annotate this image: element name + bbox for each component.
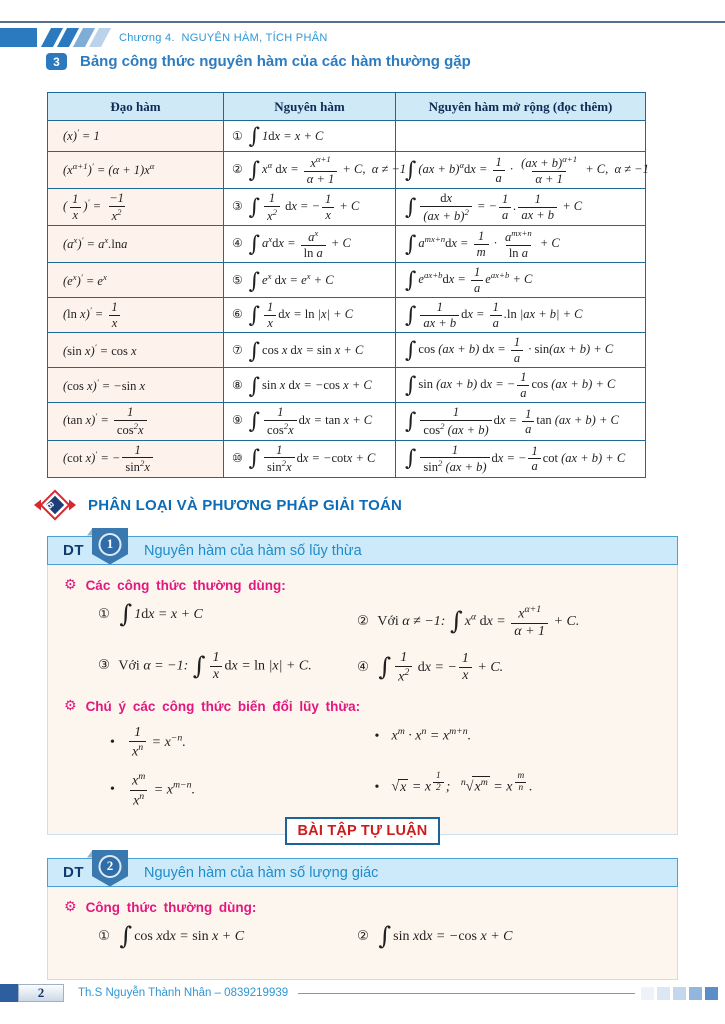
subheading-label: Chú ý các công thức biến đổi lũy thừa: bbox=[85, 698, 361, 714]
column-header-derivative: Đạo hàm bbox=[48, 93, 224, 121]
section-b-badge bbox=[33, 489, 77, 521]
antiderivative-cell bbox=[224, 403, 396, 440]
antiderivative-formula: ④ ∫ $a^xdx$ = $\frac{a^x}{\text{ln a}}$ + C bbox=[232, 228, 351, 260]
derivative-formula: (tan x)′ = $\frac{1}{\cos^2x}$ bbox=[63, 413, 149, 427]
derivative-formula: (cos x)′ = −sin x bbox=[63, 376, 146, 393]
section-title: Bảng công thức nguyên hàm của các hàm thường gặp bbox=[80, 53, 471, 70]
antiderivative-formula: ② ∫ $x^\alpha$ dx = $\frac{x^{\alpha+1}}{\alpha + 1}$ + C, α ≠ −1 bbox=[232, 154, 407, 186]
antiderivative-cell bbox=[224, 440, 396, 477]
gear-icon: ⚙ bbox=[64, 899, 77, 915]
extended-formula: ∫ $\frac{1}{ax + b}$ dx = $\frac{1}{a}$ .ln |ax + b| + C bbox=[405, 300, 583, 330]
derivative-formula: $(e^x)' = e^x$ bbox=[63, 271, 107, 288]
derivative-formula: (sin x)′ = cos x bbox=[63, 341, 137, 358]
footer-author: Th.S Nguyễn Thành Nhân – 0839219939 bbox=[78, 987, 289, 999]
antiderivative-formula: ⑤ ∫ $e^x$ dx = $e^x + C$ bbox=[232, 269, 334, 295]
table-row bbox=[48, 226, 646, 263]
subheading-common-formulas bbox=[64, 899, 661, 915]
table-row bbox=[48, 333, 646, 368]
note-formula: • $\frac{1}{x^n}$ = $x^{-n}$. bbox=[110, 726, 374, 760]
dt-number: 1 bbox=[99, 533, 122, 556]
extended-cell bbox=[396, 368, 646, 403]
section-heading bbox=[46, 53, 471, 70]
extended-cell bbox=[396, 121, 646, 152]
antiderivative-cell bbox=[224, 121, 396, 152]
table-header-row bbox=[48, 93, 646, 121]
extended-cell bbox=[396, 226, 646, 263]
antiderivative-cell bbox=[224, 263, 396, 298]
derivative-cell bbox=[48, 298, 224, 333]
header-stripes bbox=[46, 28, 106, 47]
exercise-banner-wrap bbox=[0, 817, 725, 845]
antiderivative-formula: ③ ∫ $\frac{1}{x^2}$ dx = − $\frac{1}{x}$ + C bbox=[232, 191, 360, 223]
derivative-cell bbox=[48, 226, 224, 263]
derivative-formula: (ln x)′ = $\frac{1}{x}$ bbox=[63, 307, 123, 321]
column-header-extended: Nguyên hàm mở rộng (đọc thêm) bbox=[396, 93, 646, 121]
antiderivative-cell bbox=[224, 298, 396, 333]
notes-grid bbox=[110, 726, 661, 808]
antiderivative-cell bbox=[224, 333, 396, 368]
table-row bbox=[48, 121, 646, 152]
extended-formula: ∫ $a^{mx+n}dx$ = $\frac{1}{m}$ · $a^{mx+n}$ ln a + C bbox=[405, 228, 560, 260]
antiderivative-formula: ⑦ ∫ cos x dx = sin x + C bbox=[232, 338, 364, 364]
extended-cell bbox=[396, 440, 646, 477]
formula: ① ∫ 1dx = x + C bbox=[98, 599, 203, 628]
footer-rule bbox=[298, 993, 635, 994]
dt1-box bbox=[47, 536, 678, 835]
formula: ① ∫ cos xdx = sin x + C bbox=[98, 921, 245, 950]
footer-accent-block bbox=[0, 984, 18, 1002]
section-number-badge: 3 bbox=[46, 53, 67, 70]
derivative-formula: (x)′ = 1 bbox=[63, 126, 100, 144]
derivative-cell bbox=[48, 440, 224, 477]
exercise-banner: BÀI TẬP TỰ LUẬN bbox=[285, 817, 441, 845]
dt1-title: Nguyên hàm của hàm số lũy thừa bbox=[144, 542, 362, 559]
page-footer bbox=[0, 982, 725, 1004]
antiderivative-cell bbox=[224, 189, 396, 226]
formula: ③ Với α = −1: ∫ $\frac{1}{x}$ dx = ln |x| + C. bbox=[98, 649, 312, 682]
extended-formula: ∫ $\frac{dx}{(ax + b)^2}$ = − $\frac{1}{a}$ . $\frac{1}{ax + b}$ + C bbox=[405, 191, 583, 223]
formula: ④ ∫ $\frac{1}{x^2}$ dx = − $\frac{1}{x}$ + C. bbox=[356, 649, 504, 685]
gear-icon: ⚙ bbox=[64, 698, 77, 715]
page-number: 2 bbox=[18, 984, 64, 1002]
antiderivative-formula: ⑥ ∫ $\frac{1}{x}$ dx = ln |x| + C bbox=[232, 300, 354, 330]
dt1-header bbox=[47, 536, 678, 565]
section-b-heading bbox=[33, 489, 402, 521]
dt2-header bbox=[47, 858, 678, 887]
extended-cell bbox=[396, 298, 646, 333]
extended-cell bbox=[396, 263, 646, 298]
antiderivative-cell bbox=[224, 368, 396, 403]
table-row bbox=[48, 263, 646, 298]
dt2-box bbox=[47, 858, 678, 980]
derivative-formula: ( $\frac{1}{x}$ )′ = $\frac{-1}{x^2}$ bbox=[63, 191, 124, 223]
chapter-header bbox=[0, 28, 328, 47]
extended-cell bbox=[396, 403, 646, 440]
formula: ② Với α ≠ −1: ∫ $x^\alpha$ dx = $\frac{x^{\alpha+1}}{\alpha + 1}$ + C. bbox=[356, 604, 580, 639]
extended-formula: ∫ sin (ax + b) dx = − $\frac{1}{a}$ cos (ax + b) + C bbox=[405, 370, 616, 400]
table-row bbox=[48, 403, 646, 440]
table-row bbox=[48, 189, 646, 226]
note-formula: • $x^m \cdot x^n = x^{m+n}$. bbox=[374, 726, 661, 760]
section-b-title: PHÂN LOẠI VÀ PHƯƠNG PHÁP GIẢI TOÁN bbox=[88, 496, 403, 514]
formula-grid bbox=[98, 599, 661, 685]
antiderivative-cell bbox=[224, 152, 407, 189]
extended-formula: ∫ $\frac{1}{\cos^2 (ax + b)}$ dx = $\frac{1}{a}$ tan (ax + b) + C bbox=[405, 405, 619, 438]
antiderivative-formula: ⑧ ∫ sin x dx = −cos x + C bbox=[232, 373, 372, 399]
dt-label: DT bbox=[63, 542, 84, 559]
table-row bbox=[48, 440, 646, 477]
extended-formula: ∫ $\frac{1}{\sin^2 (ax + b)}$ dx = − $\frac{1}{a}$ cot (ax + b) + C bbox=[405, 442, 626, 475]
subheading-common-formulas bbox=[64, 577, 661, 593]
gear-icon: ⚙ bbox=[64, 577, 77, 593]
extended-cell bbox=[396, 152, 649, 189]
derivative-cell bbox=[48, 368, 224, 403]
antiderivative-cell bbox=[224, 226, 396, 263]
derivative-cell bbox=[48, 189, 224, 226]
subheading-power-rules bbox=[64, 698, 661, 714]
antiderivative-table bbox=[47, 92, 649, 478]
subheading-label: Các công thức thường dùng: bbox=[85, 577, 286, 593]
table-row bbox=[48, 298, 646, 333]
footer-squares bbox=[641, 987, 718, 1000]
dt2-title: Nguyên hàm của hàm số lượng giác bbox=[144, 864, 379, 881]
dt-number-badge bbox=[92, 528, 128, 565]
badge-right-arrow-icon bbox=[69, 500, 76, 511]
antiderivative-formula: ⑩ ∫ $\frac{1}{\sin^2x}$ dx = −cotx + C bbox=[232, 442, 376, 475]
derivative-cell bbox=[48, 121, 224, 152]
table-row bbox=[48, 152, 646, 189]
dt-number-badge bbox=[92, 850, 128, 887]
extended-formula: ∫ (ax + b)$^\alpha$dx = $\frac{1}{a}$ · $\frac{(ax + b)^{\alpha+1}}{\alpha + 1}$ + C, α ≠ −1 bbox=[405, 154, 649, 186]
note-formula: • √x = x $^{\frac{1}{2}}$ ; $^n√x^m = x$ $^{\frac{m}{n}}$ . bbox=[374, 772, 661, 808]
table-row bbox=[48, 368, 646, 403]
extended-formula: ∫ $e^{ax+b}dx$ = $\frac{1}{a}$ $e^{ax+b} + C$ bbox=[405, 265, 533, 295]
column-header-antiderivative: Nguyên hàm bbox=[224, 93, 396, 121]
derivative-formula: (cot x)′ = − $\frac{1}{\sin^2x}$ bbox=[63, 451, 155, 465]
extended-cell bbox=[396, 189, 646, 226]
dt-label: DT bbox=[63, 864, 84, 881]
antiderivative-formula: ① ∫ 1dx = x + C bbox=[232, 124, 324, 150]
extended-formula: ∫ cos (ax + b) dx = $\frac{1}{a}$ · sin(ax + b) + C bbox=[405, 335, 614, 365]
top-rule bbox=[0, 21, 725, 23]
derivative-cell bbox=[48, 263, 224, 298]
derivative-formula: $(a^x)' = a^x.\ln a$ bbox=[63, 235, 128, 252]
header-accent-bar bbox=[0, 28, 37, 47]
extended-cell bbox=[396, 333, 646, 368]
dt2-body bbox=[47, 887, 678, 980]
derivative-formula: $(x^{\alpha+1})' = (\alpha + 1)x^\alpha$ bbox=[63, 161, 155, 178]
derivative-cell bbox=[48, 333, 224, 368]
derivative-cell bbox=[48, 152, 224, 189]
dt-number: 2 bbox=[99, 855, 122, 878]
note-formula: • $\frac{x^m}{x^n}$ = $x^{m-n}$. bbox=[110, 772, 374, 808]
dt1-body bbox=[47, 565, 678, 835]
subheading-label: Công thức thường dùng: bbox=[85, 899, 257, 915]
antiderivative-formula: ⑨ ∫ $\frac{1}{\cos^2x}$ dx = tan x + C bbox=[232, 405, 373, 438]
chapter-title: Chương 4. NGUYÊN HÀM, TÍCH PHÂN bbox=[119, 31, 328, 44]
badge-letter: B bbox=[44, 499, 57, 512]
formula-grid bbox=[98, 921, 661, 950]
derivative-cell bbox=[48, 403, 224, 440]
formula: ② ∫ sin xdx = −cos x + C bbox=[356, 921, 513, 950]
